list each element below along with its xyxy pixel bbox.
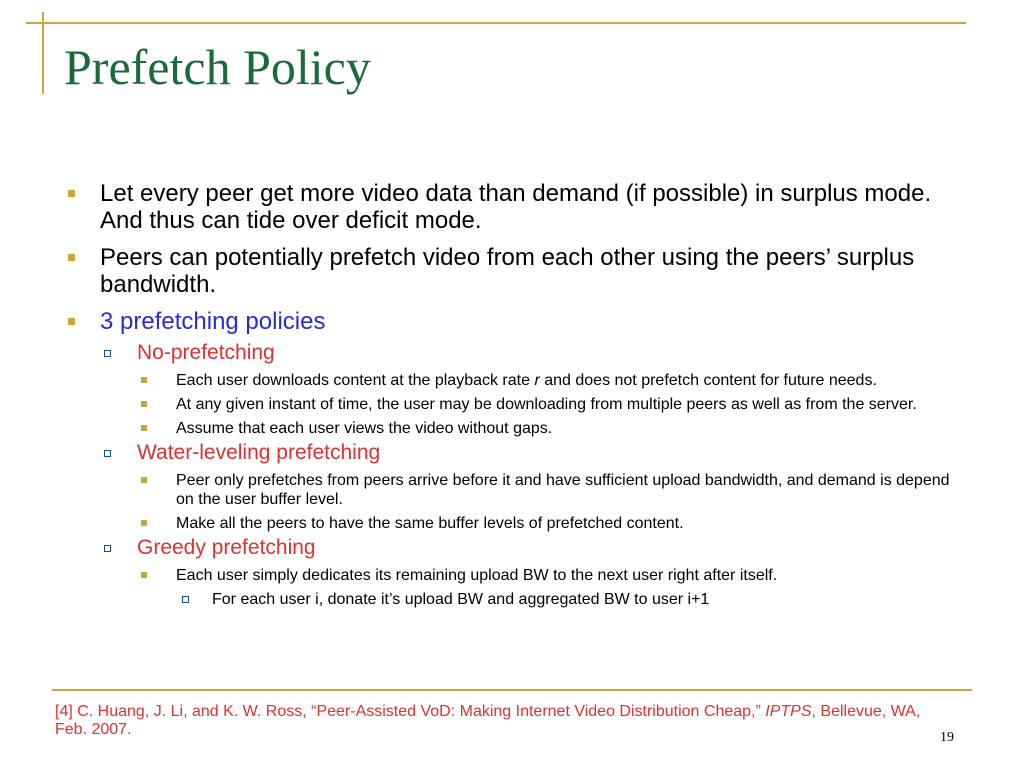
hollow-square-bullet-icon	[104, 350, 111, 357]
policy-heading-water-leveling	[60, 441, 970, 465]
list-item	[60, 371, 970, 390]
list-item	[60, 514, 970, 533]
item-text: Peer only prefetches from peers arrive before it and have sufficient upload bandwidth, and demand is depend on the user buffer level.	[176, 472, 950, 508]
square-bullet-icon	[141, 572, 147, 578]
slide-title: Prefetch Policy	[64, 39, 371, 95]
square-bullet-icon	[68, 190, 75, 197]
policy-heading-greedy	[60, 536, 970, 560]
top-rule	[26, 22, 966, 24]
bullet-text: Let every peer get more video data than demand (if possible) in surplus mode. And thus can tide over deficit mode.	[100, 180, 932, 234]
bottom-rule	[52, 689, 972, 691]
hollow-square-bullet-icon	[104, 545, 111, 552]
bullet-text: 3 prefetching policies	[100, 308, 326, 335]
page-number: 19	[940, 730, 954, 745]
hollow-square-bullet-icon	[182, 596, 189, 603]
playback-rate-variable: r	[534, 372, 540, 389]
square-bullet-icon	[141, 425, 147, 431]
policy-heading-text: Greedy prefetching	[137, 536, 316, 559]
item-text: For each user i, donate it’s upload BW and aggregated BW to user i+1	[212, 591, 710, 608]
policy-heading-text: No-prefetching	[137, 341, 275, 364]
item-text-post: and does not prefetch content for future needs.	[539, 372, 877, 389]
square-bullet-icon	[141, 377, 147, 383]
slide-body	[60, 180, 970, 614]
left-rule	[42, 12, 44, 94]
list-item	[60, 419, 970, 438]
bullet-policies	[60, 308, 970, 335]
item-text-pre: Each user downloads content at the playback rate	[176, 372, 535, 389]
bullet-peers	[60, 244, 970, 298]
list-item	[60, 395, 970, 414]
policy-heading-no-prefetching	[60, 341, 970, 365]
bullet-text: Peers can potentially prefetch video from each other using the peers’ surplus bandwidth.	[100, 244, 915, 298]
square-bullet-icon	[141, 520, 147, 526]
item-text: Make all the peers to have the same buffer levels of prefetched content.	[176, 515, 684, 532]
square-bullet-icon	[68, 318, 75, 325]
item-text: At any given instant of time, the user may be downloading from multiple peers as well as from the server.	[176, 396, 917, 413]
citation-text-post: , Bellevue, WA, Feb. 2007.	[55, 703, 921, 738]
square-bullet-icon	[68, 254, 75, 261]
citation-venue: IPTPS	[765, 703, 812, 720]
item-text: Each user simply dedicates its remaining upload BW to the next user right after itself.	[176, 567, 778, 584]
list-item	[60, 566, 970, 585]
sub-list-item	[60, 590, 970, 609]
list-item	[60, 471, 970, 509]
hollow-square-bullet-icon	[104, 450, 111, 457]
item-text: Assume that each user views the video without gaps.	[176, 420, 553, 437]
bullet-surplus	[60, 180, 970, 234]
citation	[55, 703, 955, 739]
square-bullet-icon	[141, 401, 147, 407]
square-bullet-icon	[141, 477, 147, 483]
policy-heading-text: Water-leveling prefetching	[137, 441, 381, 464]
citation-text-pre: [4] C. Huang, J. Li, and K. W. Ross, “Peer-Assisted VoD: Making Internet Video Distribution Cheap,”	[55, 703, 766, 720]
